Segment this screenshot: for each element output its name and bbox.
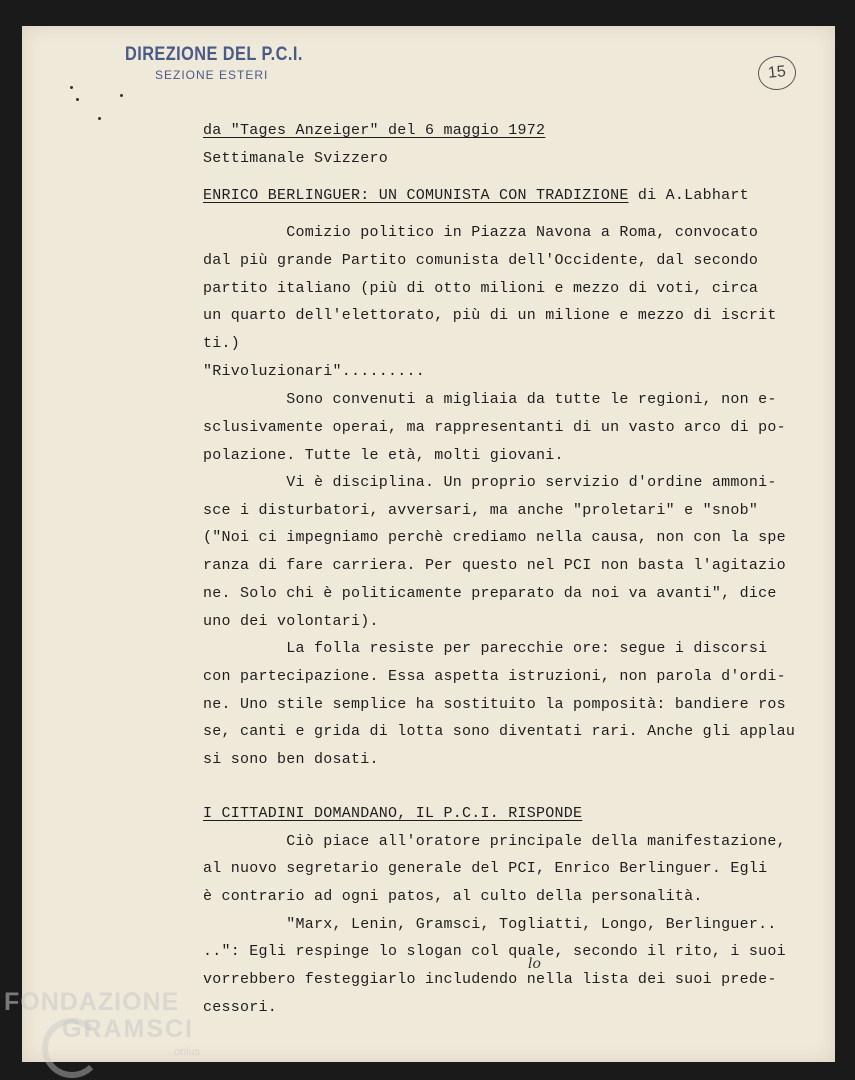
para3-line-1: Vi è disciplina. Un proprio servizio d'ordine ammoni- bbox=[203, 474, 777, 491]
para4-line-1: La folla resiste per parecchie ore: segue i discorsi bbox=[203, 640, 768, 657]
section-heading-line bbox=[203, 805, 582, 822]
para5-line-2: al nuovo segretario generale del PCI, Enrico Berlinguer. Egli bbox=[203, 860, 768, 877]
watermark-line-1: FONDAZIONE bbox=[4, 988, 180, 1016]
para1-line-2: dal più grande Partito comunista dell'Occidente, dal secondo bbox=[203, 252, 759, 269]
typed-text bbox=[203, 26, 828, 1026]
headline-line bbox=[203, 187, 749, 204]
byline: di A.Labhart bbox=[628, 187, 749, 204]
watermark-line-3: onlus bbox=[174, 1046, 201, 1058]
para3-line-4: ranza di fare carriera. Per questo nel PCI non basta l'agitazio bbox=[203, 557, 786, 574]
section-heading: I CITTADINI DOMANDANO, IL P.C.I. RISPONDE bbox=[203, 805, 583, 822]
subtitle-line: Settimanale Svizzero bbox=[203, 150, 389, 167]
para1-line-3: partito italiano (più di otto milioni e mezzo di voti, circa bbox=[203, 280, 759, 297]
para6-line-2: ..": Egli respinge lo slogan col quale, secondo il rito, i suoi bbox=[203, 943, 786, 960]
headline: ENRICO BERLINGUER: UN COMUNISTA CON TRADIZIONE bbox=[203, 187, 629, 204]
source-line bbox=[203, 122, 545, 139]
para3-line-2: sce i disturbatori, avversari, ma anche "proletari" e "snob" bbox=[203, 502, 759, 519]
para6-line-4: cessori. bbox=[203, 999, 278, 1016]
source-text: da "Tages Anzeiger" del 6 maggio 1972 bbox=[203, 122, 546, 139]
para3-line-5: ne. Solo chi è politicamente preparato da noi va avanti", dice bbox=[203, 585, 777, 602]
para2-line-3: polazione. Tutte le età, molti giovani. bbox=[203, 447, 564, 464]
watermark-ring-icon bbox=[42, 1018, 102, 1078]
para6-line-1: "Marx, Lenin, Gramsci, Togliatti, Longo, Berlinguer.. bbox=[203, 916, 777, 933]
para2-line-1: Sono convenuti a migliaia da tutte le regioni, non e- bbox=[203, 391, 777, 408]
stamp-line-2: SEZIONE ESTERI bbox=[155, 68, 269, 82]
para4-line-5: si sono ben dosati. bbox=[203, 751, 379, 768]
para3-line-3: ("Noi ci impegniamo perchè crediamo nella causa, non con la spe bbox=[203, 529, 786, 546]
handwritten-insert: lo bbox=[528, 956, 541, 972]
page-number: 15 bbox=[756, 54, 797, 92]
fondazione-gramsci-watermark bbox=[4, 988, 201, 1058]
watermark-line-2: GRAMSCI bbox=[62, 1015, 195, 1043]
para5-line-3: è contrario ad ogni patos, al culto della personalità. bbox=[203, 888, 703, 905]
para5-line-1: Ciò piace all'oratore principale della manifestazione, bbox=[203, 833, 786, 850]
document-page bbox=[22, 26, 835, 1062]
para1-line-5: ti.) bbox=[203, 335, 241, 352]
para4-line-2: con partecipazione. Essa aspetta istruzioni, non parola d'ordi- bbox=[203, 668, 786, 685]
para2-line-2: sclusivamente operai, ma rappresentanti di un vasto arco di po- bbox=[203, 419, 786, 436]
para6-line-3: vorrebbero festeggiarlo includendo nella lista dei suoi prede- bbox=[203, 971, 777, 988]
section-marker: "Rivoluzionari"......... bbox=[203, 363, 426, 380]
stamp-line-1: DIREZIONE DEL P.C.I. bbox=[125, 44, 303, 65]
para1-line-4: un quarto dell'elettorato, più di un milione e mezzo di iscrit bbox=[203, 307, 777, 324]
para3-line-6: uno dei volontari). bbox=[203, 613, 379, 630]
para1-line-1: Comizio politico in Piazza Navona a Roma, convocato bbox=[203, 224, 759, 241]
para4-line-3: ne. Uno stile semplice ha sostituito la pomposità: bandiere ros bbox=[203, 696, 786, 713]
para4-line-4: se, canti e grida di lotta sono diventati rari. Anche gli applau bbox=[203, 723, 796, 740]
